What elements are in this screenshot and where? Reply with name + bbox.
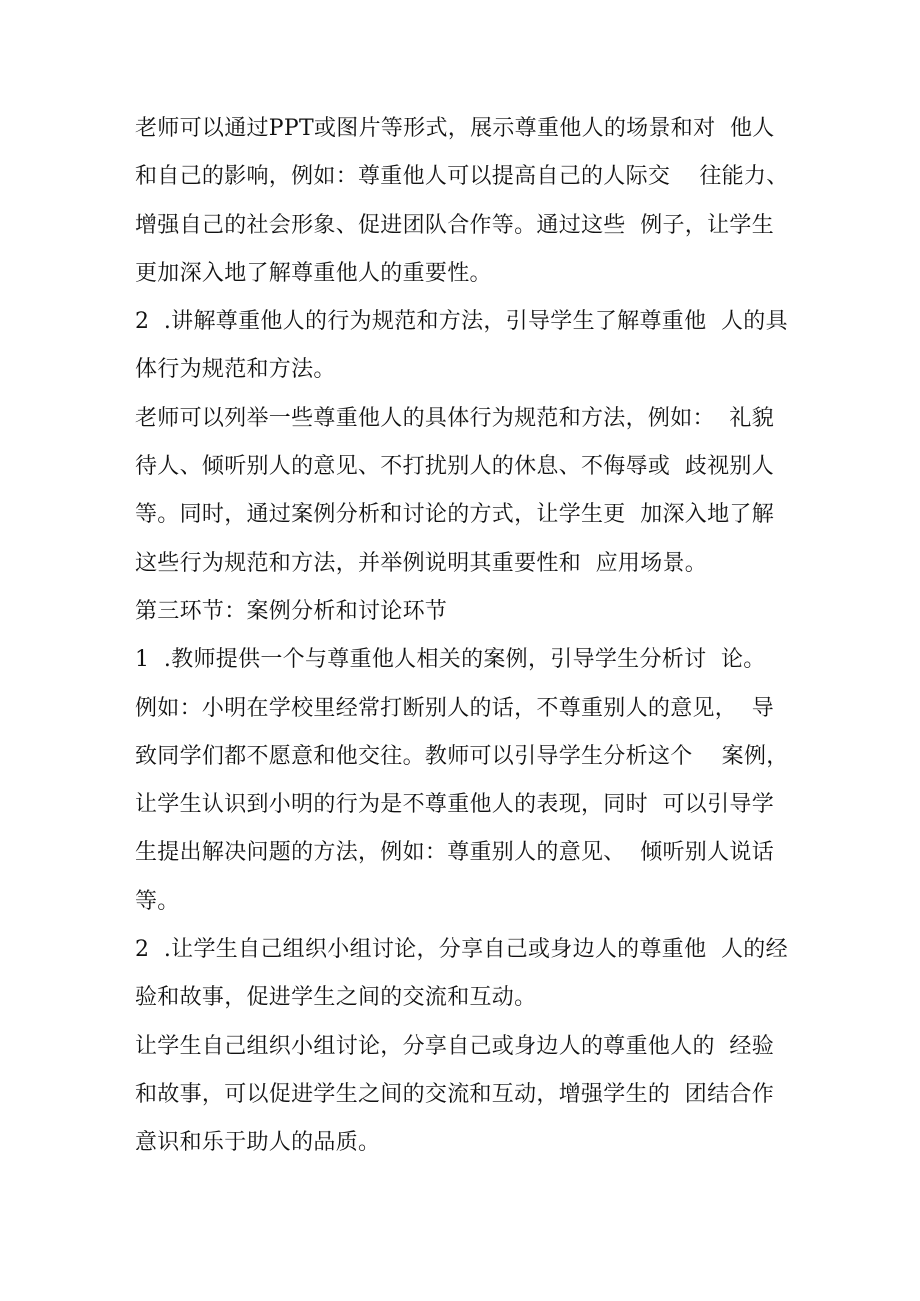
text-line: 让学生认识到小明的行为是不尊重他人的表现，同时 可以引导学 [135,792,774,818]
list-item-heading: 2 .让学生自己组织小组讨论，分享自己或身边人的尊重他 人的经 [135,937,788,963]
text-line: 生提出解决问题的方法，例如：尊重别人的意见、 倾听别人说话 [135,840,774,866]
text-line: 和故事，可以促进学生之间的交流和互动，增强学生的 团结合作 [135,1081,774,1107]
list-item-heading: 1 .教师提供一个与尊重他人相关的案例，引导学生分析讨 论。 [135,647,766,673]
list-item-heading: 2 .讲解尊重他人的行为规范和方法，引导学生了解尊重他 人的具 [135,309,788,335]
text-line: 待人、倾听别人的意见、不打扰别人的休息、不侮辱或 歧视别人 [135,454,774,480]
text-line: 例如：小明在学校里经常打断别人的话，不尊重别人的意见， 导 [135,695,774,721]
text-line: 等。 [135,888,180,914]
text-line: 意识和乐于助人的品质。 [135,1130,381,1156]
text-line: 更加深入地了解尊重他人的重要性。 [135,260,492,286]
text-line: 老师可以通过PPT或图片等形式，展示尊重他人的场景和对 他人 [135,116,775,141]
text-line: 增强自己的社会形象、促进团队合作等。通过这些 例子，让学生 [135,212,774,238]
text-line: 让学生自己组织小组讨论，分享自己或身边人的尊重他人的 经验 [135,1033,774,1059]
document-body [135,105,800,1168]
text-line: 老师可以列举一些尊重他人的具体行为规范和方法，例如： 礼貌 [135,405,774,431]
section-heading: 第三环节：案例分析和讨论环节 [135,598,448,624]
text-line: 致同学们都不愿意和他交往。教师可以引导学生分析这个 案例， [135,743,789,769]
text-line: 和自己的影响，例如：尊重他人可以提高自己的人际交 往能力、 [135,164,789,190]
text-line: 验和故事，促进学生之间的交流和互动。 [135,985,537,1011]
text-line: 这些行为规范和方法，并举例说明其重要性和 应用场景。 [135,550,708,576]
text-line: 等。同时，通过案例分析和讨论的方式，让学生更 加深入地了解 [135,502,774,528]
text-line: 体行为规范和方法。 [135,357,336,383]
